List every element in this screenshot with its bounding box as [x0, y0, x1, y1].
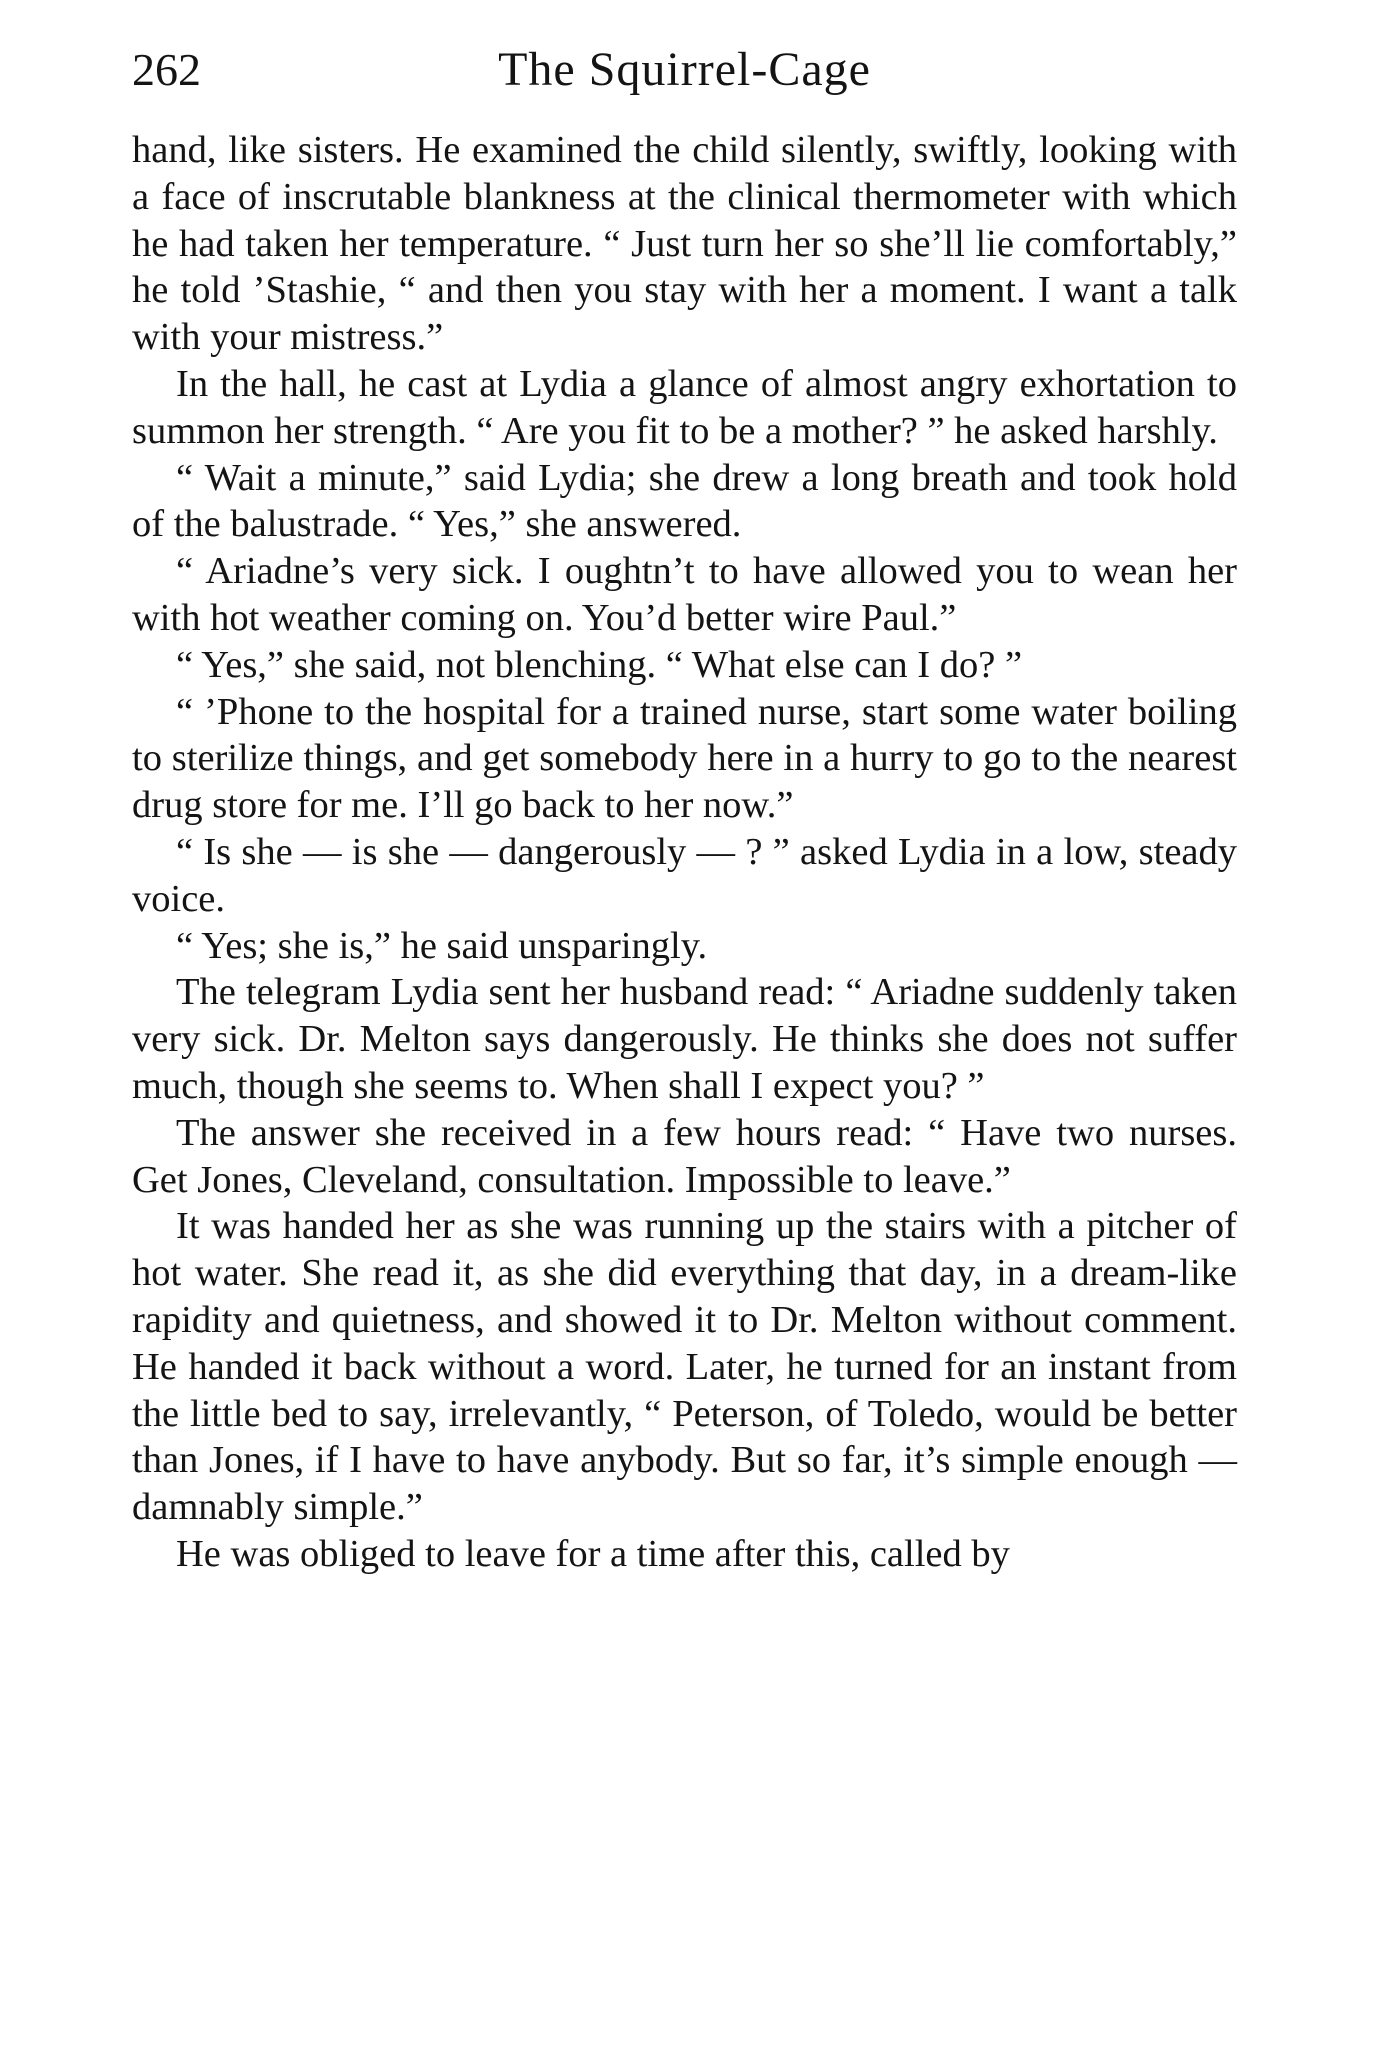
running-head: The Squirrel-Cage	[498, 43, 871, 96]
paragraph-1: hand, like sisters. He examined the child silently, swiftly, looking with a face of inscrutable blankness at the clinical thermometer with which he had taken her temperature. “ Just turn her so she’ll lie comfortably,” he told ’Stashie, “ and then you stay with her a moment. I want a talk with your mistress.”	[132, 129, 1237, 359]
paragraph-4: “ Ariadne’s very sick. I oughtn’t to have allowed you to wean her with hot weather coming on. You’d better wire Paul.”	[132, 550, 1237, 639]
paragraph-11: It was handed her as she was running up the stairs with a pitcher of hot water. She read it, as she did everything that day, in a dream-like rapidity and quietness, and showed it to Dr. Melton without comment. He handed it back without a word. Later, he turned for an instant from the little bed to say, irrelevantly, “ Peterson, of Toledo, would be better than Jones, if I have to have anybody. But so far, it’s simple enough — damnably simple.”	[132, 1205, 1237, 1529]
body-text	[132, 127, 1237, 1578]
paragraph-9: The telegram Lydia sent her husband read: “ Ariadne suddenly taken very sick. Dr. Melton says dangerously. He thinks she does not suffer much, though she seems to. When shall I expect you? ”	[132, 971, 1237, 1107]
page-number: 262	[132, 44, 201, 95]
paragraph-7: “ Is she — is she — dangerously — ? ” asked Lydia in a low, steady voice.	[132, 830, 1237, 920]
page-header	[132, 40, 1237, 100]
paragraph-6: “ ’Phone to the hospital for a trained nurse, start some water boiling to sterilize things, and get somebody here in a hurry to go to the nearest drug store for me. I’ll go back to her now.”	[132, 690, 1237, 827]
paragraph-2: In the hall, he cast at Lydia a glance of almost angry exhortation to summon her strength. “ Are you fit to be a mother? ” he asked harshly.	[132, 362, 1237, 452]
paragraph-8: “ Yes; she is,” he said unsparingly.	[176, 924, 708, 967]
paragraph-10: The answer she received in a few hours read: “ Have two nurses. Get Jones, Cleveland, consultation. Impossible to leave.”	[132, 1111, 1237, 1201]
paragraph-3: “ Wait a minute,” said Lydia; she drew a long breath and took hold of the balustrade. “ Yes,” she answered.	[132, 456, 1237, 546]
paragraph-12: He was obliged to leave for a time after this, called by	[176, 1532, 1010, 1575]
paragraph-5: “ Yes,” she said, not blenching. “ What else can I do? ”	[176, 643, 1023, 686]
